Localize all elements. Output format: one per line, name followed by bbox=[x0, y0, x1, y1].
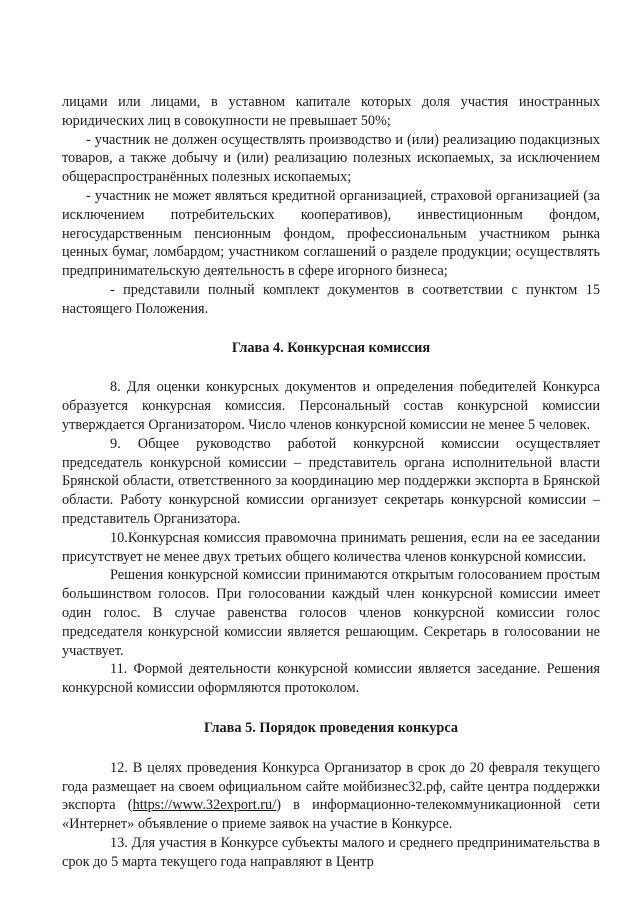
paragraph-excise-goods: - участник не должен осуществлять производство и (или) реализацию подакцизных товаров, а также добычу и (или) реализацию полезных ископаемых, за исключением общераспространённых полезных ископаемых; bbox=[62, 131, 600, 186]
export-site-link[interactable]: https://www.32export.ru/ bbox=[132, 797, 277, 814]
paragraph-item-13: 13. Для участия в Конкурсе субъекты малого и среднего предпринимательства в срок до 5 марта текущего года направляют в Центр bbox=[62, 834, 600, 870]
paragraph-item-12-start: 12. В целях проведения Конкурса Организатор в срок до 20 февраля текущего года размещает на своем официальном сайте мойбизнес32.рф, сайте центра поддержки экспорта ( bbox=[62, 759, 600, 814]
heading-chapter-5: Глава 5. Порядок проведения конкурса bbox=[204, 719, 458, 736]
document-page bbox=[62, 93, 600, 871]
paragraph-item-12 bbox=[62, 759, 600, 834]
paragraph-credit-organization: - участник не может являться кредитной организацией, страховой организацией (за исключением потребительских кооперативов), инвестиционным фондом, негосударственным пенсионным фондом, профессиональным участником рынка ценных бумаг, ломбардом; участником соглашений о разделе продукции; осуществлять предпринимательскую деятельность в сфере игорного бизнеса; bbox=[62, 187, 600, 280]
paragraph-item-11: 11. Формой деятельности конкурсной комиссии является заседание. Решения конкурсной комиссии оформляются протоколом. bbox=[62, 661, 600, 697]
paragraph-voting: Решения конкурсной комиссии принимаются открытым голосованием простым большинством голосов. При голосовании каждый член конкурсной комиссии имеет один голос. В случае равенства голосов членов конкурсной комиссии голос председателя конкурсной комиссии является решающим. Секретарь в голосовании не участвует. bbox=[62, 567, 600, 659]
paragraph-item-10: 10.Конкурсная комиссия правомочна принимать решения, если на ее заседании присутствует не менее двух третьих общего количества членов конкурсной комиссии. bbox=[62, 529, 600, 565]
paragraph-documents-set: - представили полный комплект документов в соответствии с пунктом 15 настоящего Положения. bbox=[62, 281, 600, 317]
paragraph-foreign-share: лицами или лицами, в уставном капитале которых доля участия иностранных юридических лиц в совокупности не превышает 50%; bbox=[62, 94, 600, 129]
paragraph-item-9: 9. Общее руководство работой конкурсной комиссии осуществляет председатель конкурсной комиссии – представитель органа исполнительной власти Брянской области, ответственного за координацию мер поддержки экспорта в Брянской области. Работу конкурсной комиссии организует секретарь конкурсной комиссии – представитель Организатора. bbox=[62, 435, 600, 527]
paragraph-item-8: 8. Для оценки конкурсных документов и определения победителей Конкурса образуется конкурсная комиссия. Персональный состав конкурсной комиссии утверждается Организатором. Число членов конкурсной комиссии не менее 5 человек. bbox=[62, 379, 600, 433]
heading-chapter-4: Глава 4. Конкурсная комиссия bbox=[231, 339, 431, 356]
paragraph-item-12-end: ) в информационно-телекоммуникационной сети «Интернет» объявление о приеме заявок на участие в Конкурсе. bbox=[62, 797, 600, 833]
